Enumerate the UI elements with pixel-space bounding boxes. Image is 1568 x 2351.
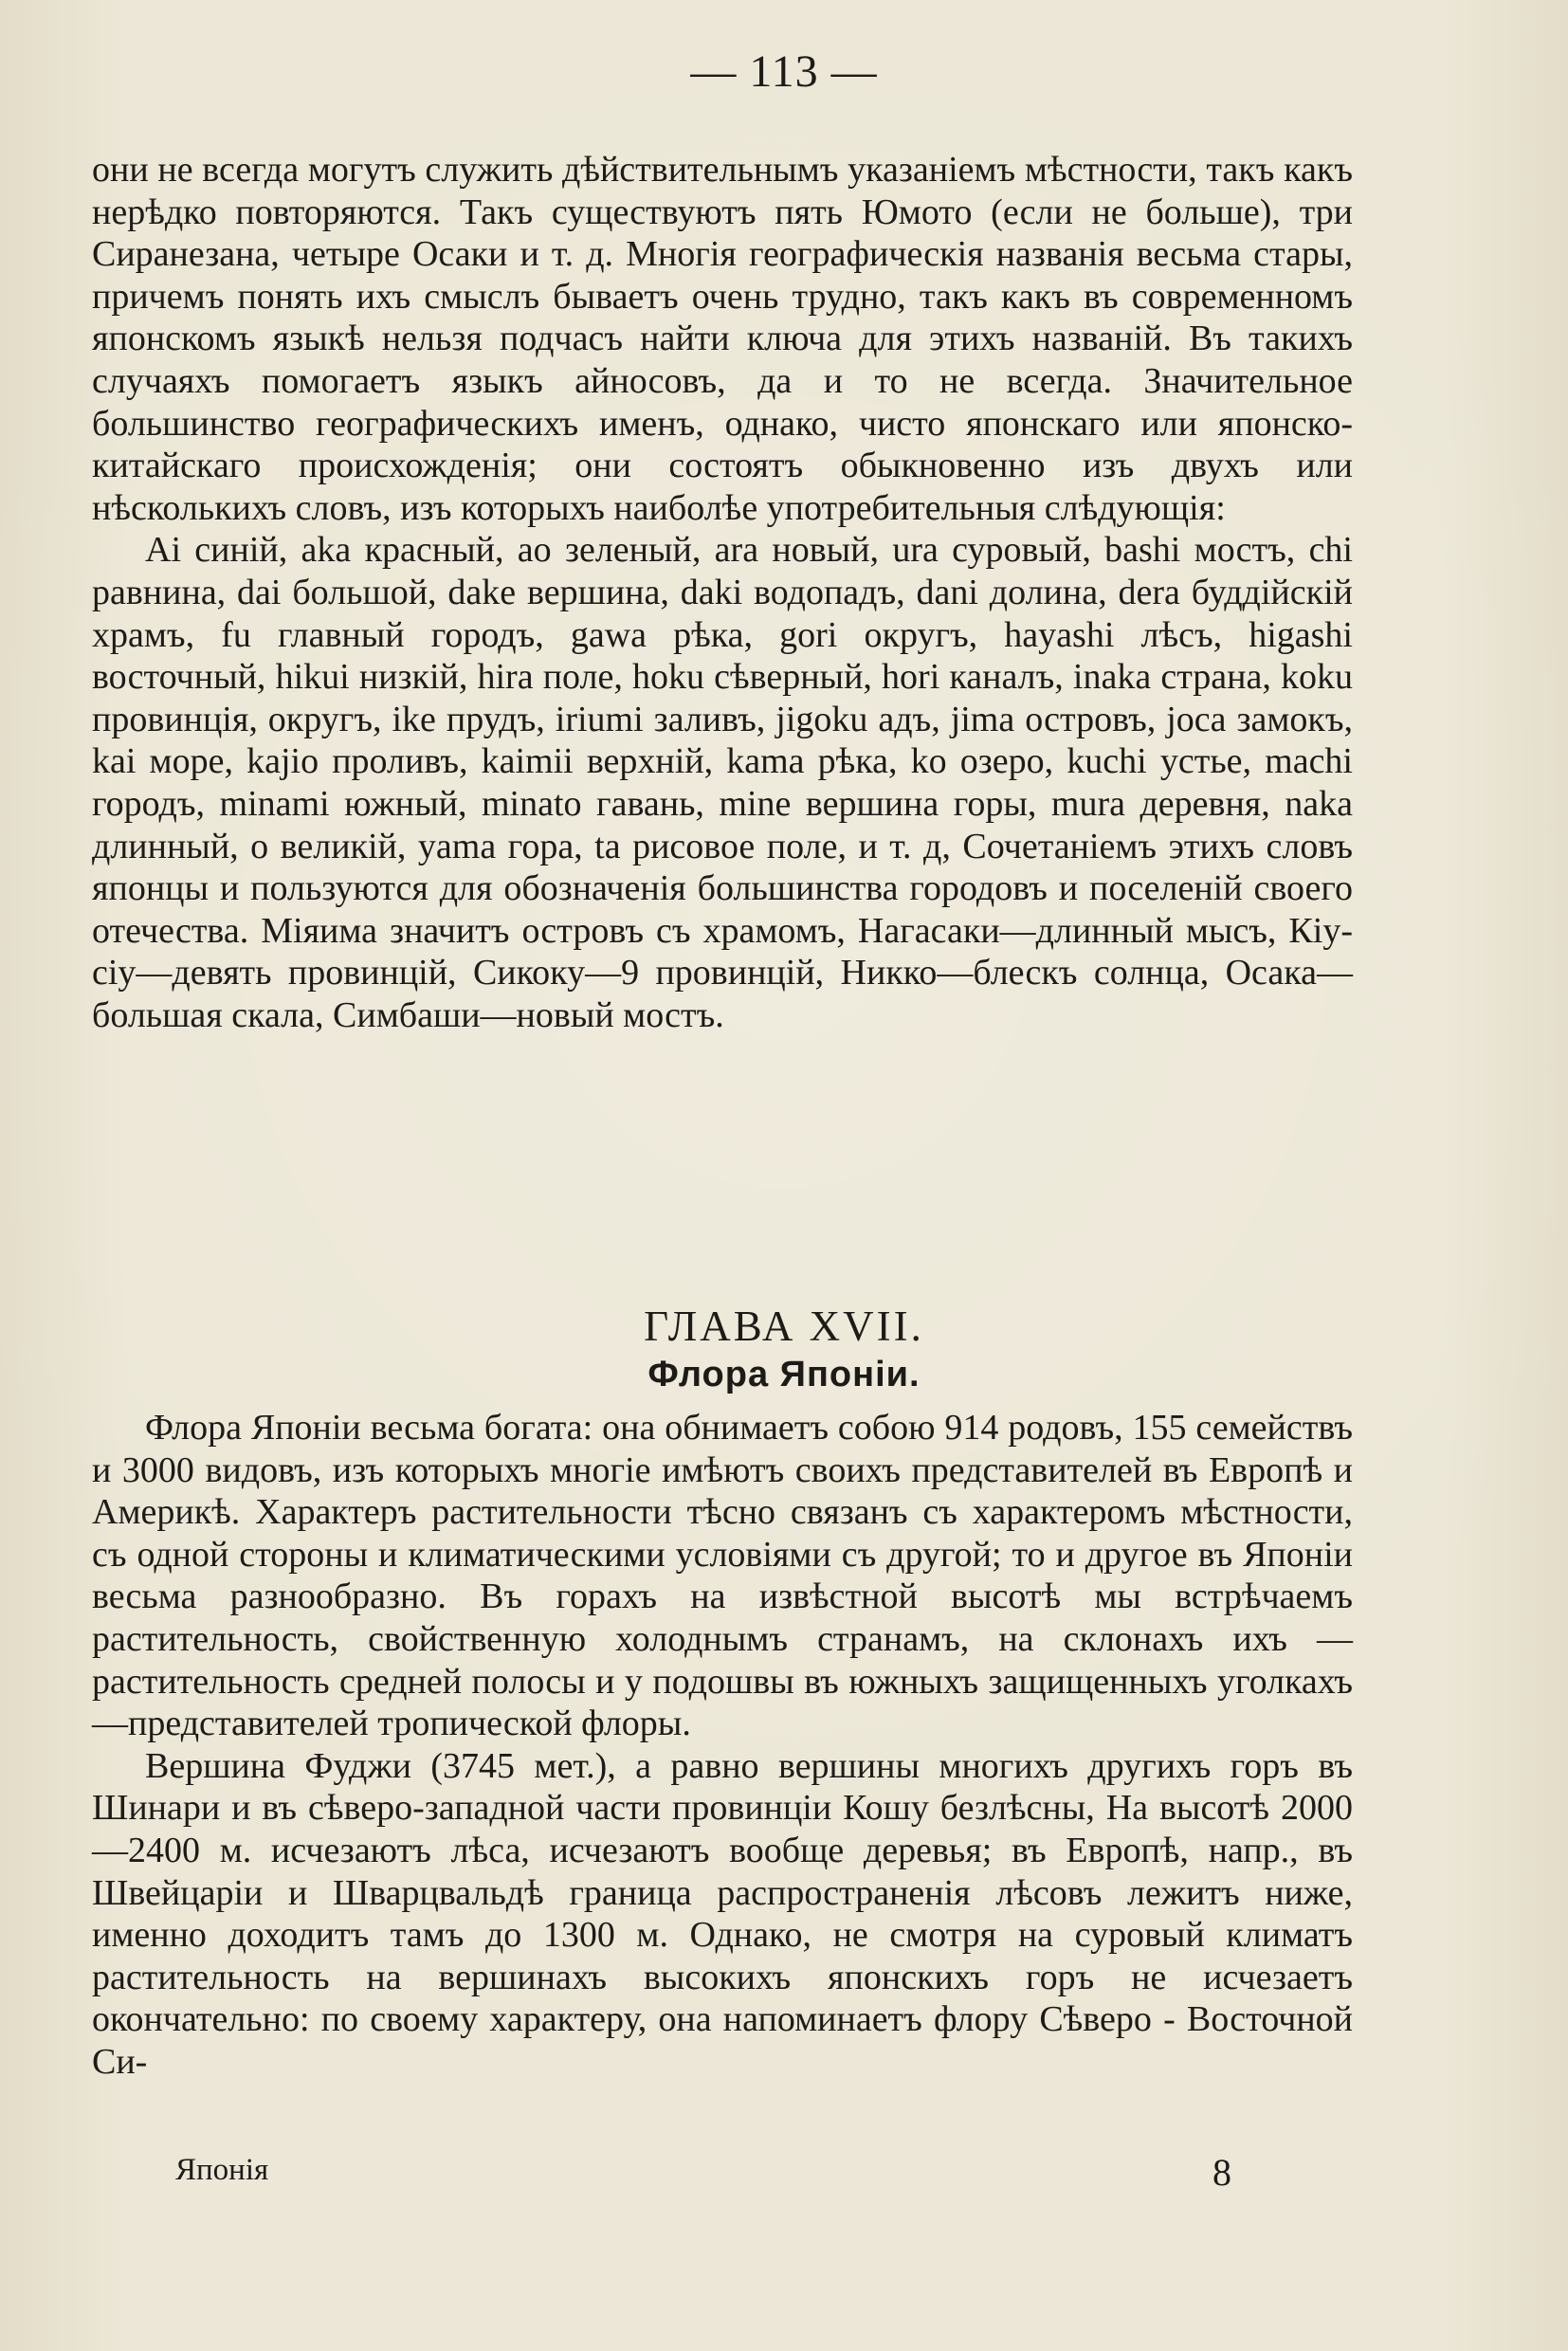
paragraph-flora-overview: Флора Японіи весьма богата: она обнимаетъ собою 914 родовъ, 155 семействъ и 3000 видовъ, изъ которыхъ многіе имѣютъ своихъ представителей въ Европѣ и Америкѣ. Характеръ растительности тѣсно связанъ съ характеромъ мѣстности, съ одной стороны и климатическими условіями съ другой; то и другое въ Японіи весьма разнообразно. Въ горахъ на извѣстной высотѣ мы встрѣчаемъ растительность, свойственную холоднымъ странамъ, на склонахъ ихъ — растительность средней полосы и у подошвы въ южныхъ защищенныхъ уголкахъ—представителей тропической флоры. (92, 1408, 1353, 1744)
upper-text-block (92, 149, 1353, 1036)
footer-title: Японія (175, 2153, 269, 2187)
chapter-heading: ГЛАВА XVII. (644, 1303, 924, 1350)
signature-number: 8 (1212, 2151, 1231, 2194)
lower-text-block (92, 1407, 1353, 2084)
page-number: — 113 — (690, 46, 878, 97)
paragraph-fuji-vegetation: Вершина Фуджи (3745 мет.), а равно вершины многихъ другихъ горъ въ Шинари и въ сѣверо-западной части провинціи Кошу безлѣсны, На высотѣ 2000—2400 м. исчезаютъ лѣса, исчезаютъ вообще деревья; въ Европѣ, напр., въ Швейцаріи и Шварцвальдѣ граница распространенія лѣсовъ лежитъ ниже, именно доходитъ тамъ до 1300 м. Однако, не смотря на суровый климатъ растительность на вершинахъ высокихъ японскихъ горъ не исчезаетъ окончательно: по своему характеру, она напоминаетъ флору Сѣверо - Восточной Си- (92, 1745, 1353, 2082)
paragraph-word-glossary: Ai синій, aka красный, ao зеленый, ara новый, ura суровый, bashi мостъ, chi равнина, dai большой, dake вершина, daki водопадъ, dani долина, dera буддійскій храмъ, fu главный городъ, gawa рѣка, gori округъ, hayashi лѣсъ, higashi восточный, hikui низкій, hira поле, hoku сѣверный, hori каналъ, inaka страна, koku провинція, округъ, ike прудъ, iriumi заливъ, jigoku адъ, jima островъ, joca замокъ, kai море, kajio проливъ, kaimii верхній, kama рѣка, ko озеро, kuchi устье, machi городъ, minami южный, minato гавань, mine вершина горы, mura деревня, naka длинный, o великій, yama гора, ta рисовое поле, и т. д, Сочетаніемъ этихъ словъ японцы и пользуются для обозначенія большинства городовъ и поселеній своего отечества. Міяима значитъ островъ съ храмомъ, Нагасаки—длинный мысъ, Кіу-сіу—девять провинцій, Сикоку—9 провинцій, Никко—блескъ солнца, Осака—большая скала, Симбаши—новый мостъ. (92, 530, 1353, 1035)
paragraph-place-names-intro: они не всегда могутъ служить дѣйствительнымъ указаніемъ мѣстности, такъ какъ нерѣдко повторяются. Такъ существуютъ пять Юмото (если не больше), три Сиранезана, четыре Осаки и т. д. Многія географическія названія весьма стары, причемъ понять ихъ смыслъ бываетъ очень трудно, такъ какъ въ современномъ японскомъ языкѣ нельзя подчасъ найти ключа для этихъ названій. Въ такихъ случаяхъ помогаетъ языкъ айносовъ, да и то не всегда. Значительное большинство географическихъ именъ, однако, чисто японскаго или японско-китайскаго происхожденія; они состоятъ обыкновенно изъ двухъ или нѣсколькихъ словъ, изъ которыхъ наиболѣе употребительныя слѣдующія: (92, 150, 1353, 528)
section-title: Флора Японіи. (647, 1355, 921, 1394)
